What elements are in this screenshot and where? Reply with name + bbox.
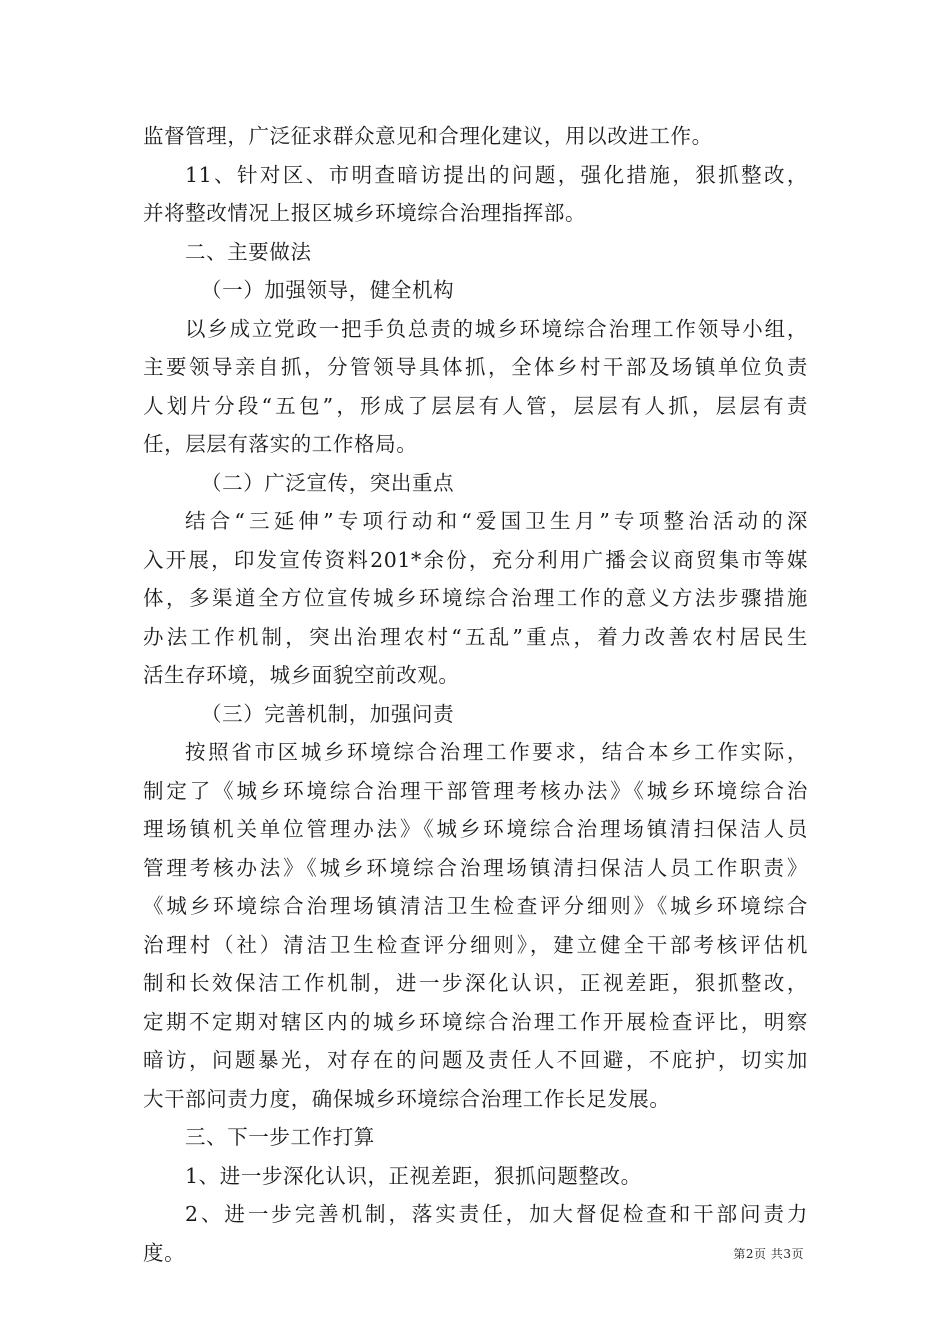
- document-line: 人划片分段“五包”，形成了层层有人管，层层有人抓，层层有责: [143, 393, 808, 418]
- page-number-footer: 第2页 共3页: [733, 1247, 804, 1261]
- document-line: 1、进一步深化认识，正视差距，狠抓问题整改。: [185, 1163, 642, 1188]
- document-line: 活生存环境，城乡面貌空前改观。: [143, 663, 460, 687]
- document-line: 办法工作机制，突出治理农村“五乱”重点，着力改善农村居民生: [143, 624, 808, 649]
- document-line: 暗访，问题暴光，对存在的问题及责任人不回避，不庇护，切实加: [143, 1048, 808, 1072]
- document-line: 大干部问责力度，确保城乡环境综合治理工作长足发展。: [143, 1086, 671, 1111]
- document-line: 度。: [143, 1240, 186, 1265]
- document-line: （三）完善机制，加强问责: [201, 701, 455, 726]
- document-line: 《城乡环境综合治理场镇清洁卫生检查评分细则》《城乡环境综合: [143, 894, 808, 918]
- document-line: 治理村（社）清洁卫生检查评分细则》，建立健全干部考核评估机: [143, 932, 808, 957]
- document-line: 以乡成立党政一把手负总责的城乡环境综合治理工作领导小组，: [185, 316, 808, 341]
- document-line: 按照省市区城乡环境综合治理工作要求，结合本乡工作实际，: [185, 740, 808, 764]
- document-line: 结合“三延伸”专项行动和“爱国卫生月”专项整治活动的深: [185, 509, 808, 533]
- document-line: 任，层层有落实的工作格局。: [143, 432, 418, 456]
- document-line: 主要领导亲自抓，分管领导具体抓，全体乡村干部及场镇单位负责: [143, 355, 808, 379]
- document-line: （二）广泛宣传，突出重点: [201, 470, 455, 495]
- document-line: （一）加强领导，健全机构: [201, 278, 455, 302]
- document-line: 理场镇机关单位管理办法》《城乡环境综合治理场镇清扫保洁人员: [143, 817, 808, 841]
- document-line: 入开展，印发宣传资料201*余份，充分利用广播会议商贸集市等媒: [143, 547, 808, 572]
- document-line: 体，多渠道全方位宣传城乡环境综合治理工作的意义方法步骤措施: [143, 586, 808, 610]
- document-body: [143, 117, 808, 1272]
- document-line: 三、下一步工作打算: [185, 1125, 375, 1149]
- document-line: 11、针对区、市明查暗访提出的问题，强化措施，狠抓整改，: [185, 162, 808, 187]
- document-line: 管理考核办法》《城乡环境综合治理场镇清扫保洁人员工作职责》: [143, 855, 808, 880]
- document-line: 制和长效保洁工作机制，进一步深化认识，正视差距，狠抓整改，: [143, 971, 808, 995]
- document-line: 并将整改情况上报区城乡环境综合治理指挥部。: [143, 201, 587, 225]
- document-line: 监督管理，广泛征求群众意见和合理化建议，用以改进工作。: [143, 124, 713, 148]
- document-line: 定期不定期对辖区内的城乡环境综合治理工作开展检查评比，明察: [143, 1009, 808, 1034]
- document-line: 二、主要做法: [185, 239, 312, 264]
- document-line: 2、进一步完善机制，落实责任，加大督促检查和干部问责力: [185, 1202, 808, 1226]
- document-line: 制定了《城乡环境综合治理干部管理考核办法》《城乡环境综合治: [143, 778, 808, 803]
